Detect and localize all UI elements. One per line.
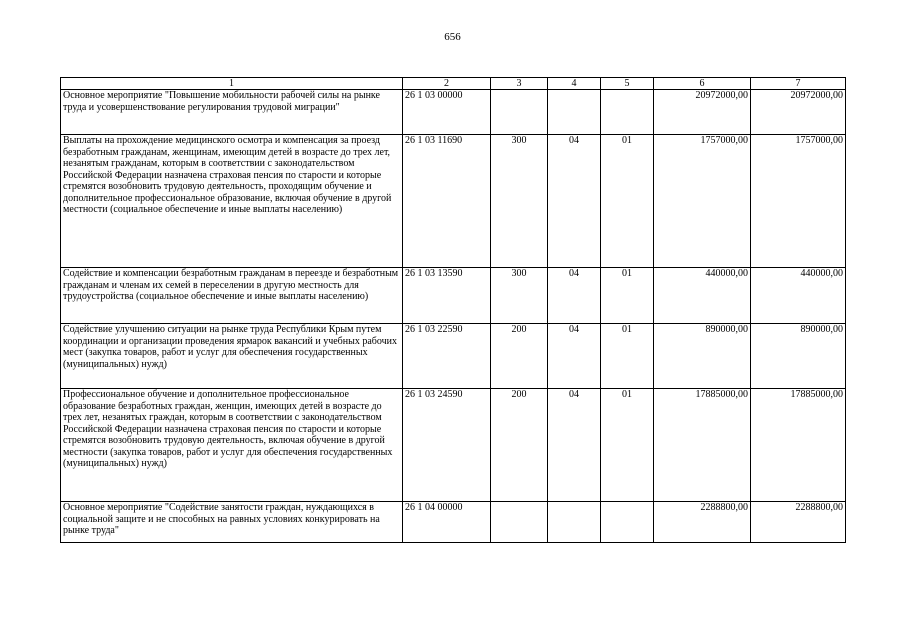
row-col3: 200 bbox=[491, 324, 548, 389]
row-code: 26 1 03 22590 bbox=[403, 324, 491, 389]
row-description: Основное мероприятие "Содействие занятости граждан, нуждающихся в социальной защите и не способных на равных условиях конкурировать на рынке труда" bbox=[61, 502, 403, 543]
row-amount-7: 20972000,00 bbox=[751, 90, 846, 135]
column-header: 4 bbox=[548, 78, 601, 90]
row-col3 bbox=[491, 502, 548, 543]
row-col3 bbox=[491, 90, 548, 135]
column-header: 6 bbox=[654, 78, 751, 90]
column-header: 2 bbox=[403, 78, 491, 90]
row-code: 26 1 03 24590 bbox=[403, 389, 491, 502]
row-col5: 01 bbox=[601, 135, 654, 268]
row-code: 26 1 03 13590 bbox=[403, 268, 491, 324]
row-col5 bbox=[601, 90, 654, 135]
row-col3: 200 bbox=[491, 389, 548, 502]
table-row bbox=[61, 135, 846, 268]
row-description: Профессиональное обучение и дополнительное профессиональное образование безработных граждан, женщин, имеющих детей в возрасте до трех лет, незанятых граждан, которым в соответствии с законодательством Российской Федерации назначена страховая пенсия по старости и которые стремятся возобновить трудовую деятельность, включая обучение в другой местности (закупка товаров, работ и услуг для обеспечения государственных (муниципальных) нужд) bbox=[61, 389, 403, 502]
table-row bbox=[61, 324, 846, 389]
column-header: 5 bbox=[601, 78, 654, 90]
row-description: Содействие улучшению ситуации на рынке труда Республики Крым путем координации и организации проведения ярмарок вакансий и учебных рабочих мест (закупка товаров, работ и услуг для обеспечения государственных (муниципальных) нужд) bbox=[61, 324, 403, 389]
row-amount-6: 890000,00 bbox=[654, 324, 751, 389]
row-amount-7: 17885000,00 bbox=[751, 389, 846, 502]
column-header: 3 bbox=[491, 78, 548, 90]
table-row bbox=[61, 389, 846, 502]
row-col4: 04 bbox=[548, 268, 601, 324]
budget-table bbox=[60, 77, 846, 543]
row-col4 bbox=[548, 90, 601, 135]
page-number: 656 bbox=[444, 31, 461, 43]
row-description: Основное мероприятие "Повышение мобильности рабочей силы на рынке труда и усовершенствование регулирования трудовой миграции" bbox=[61, 90, 403, 135]
row-col5: 01 bbox=[601, 324, 654, 389]
table-row bbox=[61, 502, 846, 543]
table-row bbox=[61, 268, 846, 324]
row-col5: 01 bbox=[601, 389, 654, 502]
row-col3: 300 bbox=[491, 268, 548, 324]
column-header: 1 bbox=[61, 78, 403, 90]
row-col5: 01 bbox=[601, 268, 654, 324]
row-amount-6: 20972000,00 bbox=[654, 90, 751, 135]
row-col4: 04 bbox=[548, 324, 601, 389]
row-code: 26 1 04 00000 bbox=[403, 502, 491, 543]
row-description: Содействие и компенсации безработным гражданам в переезде и безработным гражданам и членам их семей в переселении в другую местность для трудоустройства (социальное обеспечение и иные выплаты населению) bbox=[61, 268, 403, 324]
row-amount-7: 440000,00 bbox=[751, 268, 846, 324]
row-amount-6: 1757000,00 bbox=[654, 135, 751, 268]
row-amount-7: 2288800,00 bbox=[751, 502, 846, 543]
row-col4 bbox=[548, 502, 601, 543]
row-col3: 300 bbox=[491, 135, 548, 268]
row-amount-6: 440000,00 bbox=[654, 268, 751, 324]
row-description: Выплаты на прохождение медицинского осмотра и компенсация за проезд безработным гражданам, женщинам, имеющим детей в возрасте до трех лет, незанятым гражданам, которым в соответствии с законодательством Российской Федерации назначена страховая пенсия по старости и которые стремятся возобновить трудовую деятельность, проходящим обучение и дополнительное профессиональное образование, включая обучение в другой местности (социальное обеспечение и иные выплаты населению) bbox=[61, 135, 403, 268]
column-header: 7 bbox=[751, 78, 846, 90]
row-col4: 04 bbox=[548, 135, 601, 268]
row-amount-6: 17885000,00 bbox=[654, 389, 751, 502]
header-row bbox=[61, 78, 846, 90]
row-amount-7: 890000,00 bbox=[751, 324, 846, 389]
row-amount-6: 2288800,00 bbox=[654, 502, 751, 543]
row-code: 26 1 03 00000 bbox=[403, 90, 491, 135]
table-row bbox=[61, 90, 846, 135]
row-col5 bbox=[601, 502, 654, 543]
row-code: 26 1 03 11690 bbox=[403, 135, 491, 268]
row-amount-7: 1757000,00 bbox=[751, 135, 846, 268]
row-col4: 04 bbox=[548, 389, 601, 502]
